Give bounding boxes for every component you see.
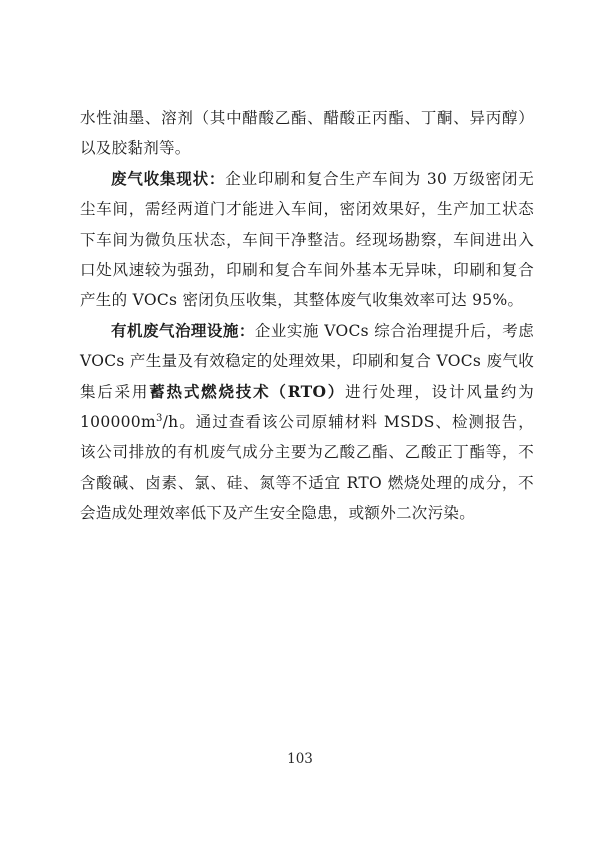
page-footer <box>0 751 600 767</box>
treatment-facility-text-1: 企业实施 VOCs 综合治理提升后，考虑 VOCs 产生量及有效稳定的处理效果，印刷和复合 VOCs 废气收集后采用 <box>80 321 534 401</box>
collection-status-text: 企业印刷和复合生产车间为 30 万级密闭无尘车间，需经两道门才能进入车间，密闭效果好，生产加工状态下车间为微负压状态，车间干净整洁。经现场勘察，车间进出入口处风速较为强劲，印刷和复合车间外基本无异味，印刷和复合产生的 VOCs 密闭负压收集，其整体废气收集效率可达 95%。 <box>80 169 534 310</box>
collection-status-heading: 废气收集现状： <box>111 168 226 188</box>
treatment-facility-heading: 有机废气治理设施： <box>111 320 255 340</box>
paragraph-treatment-facility <box>80 316 534 529</box>
page-number: 103 <box>287 751 313 767</box>
paragraph-materials-text: 水性油墨、溶剂（其中醋酸乙酯、醋酸正丙酯、丁酮、异丙醇）以及胶黏剂等。 <box>80 109 534 158</box>
paragraph-materials <box>80 103 534 164</box>
paragraph-collection-status <box>80 164 534 316</box>
cubic-meter-superscript: 3 <box>155 412 163 424</box>
treatment-facility-text-3: /h。通过查看该公司原辅材料 MSDS、检测报告，该公司排放的有机废气成分主要为乙酸乙酯、乙酸正丁酯等，不含酸碱、卤素、氯、硅、氮等不适宜 RTO 燃烧处理的成分，不会造成处理效率低下及产生安全隐患，或额外二次污染。 <box>80 413 534 523</box>
document-body <box>80 103 534 529</box>
rto-technology-term: 蓄热式燃烧技术（RTO） <box>149 381 346 401</box>
treatment-facility-text-2: 进行处理，设计风量约为 100000m <box>80 382 534 432</box>
